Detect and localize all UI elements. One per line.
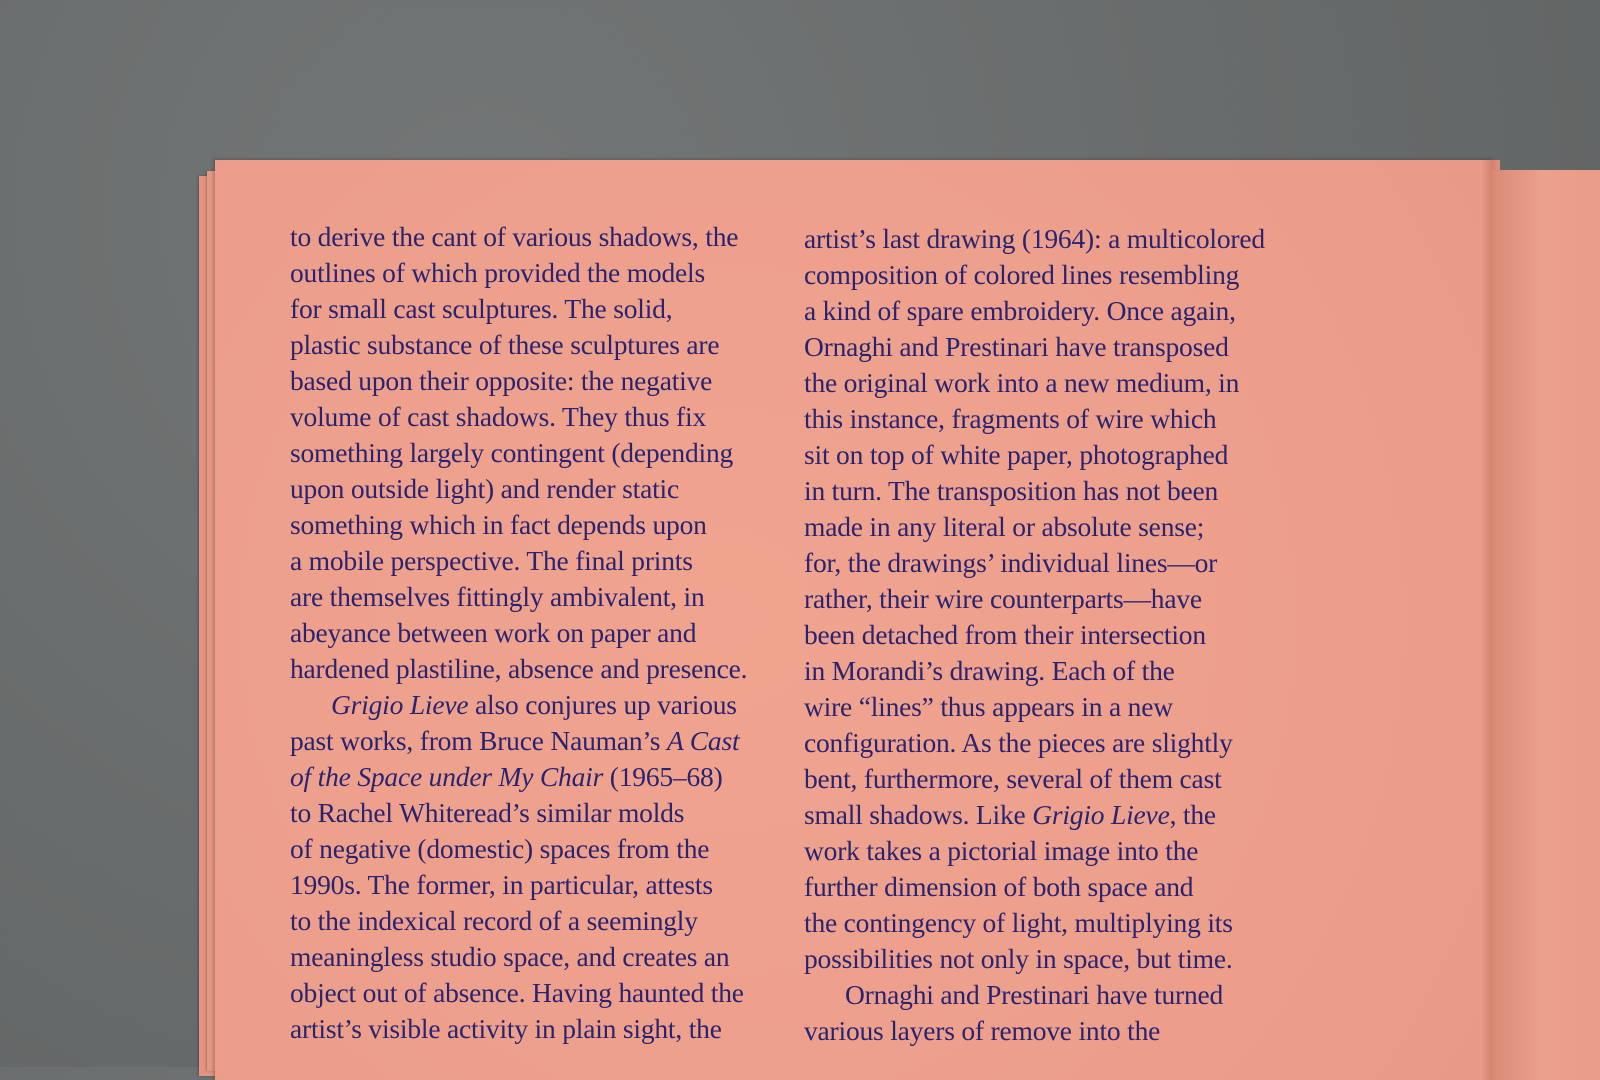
text-segment: artist’s last drawing (1964): a multicolored [804,223,1265,254]
text-line [290,543,790,579]
text-segment: made in any literal or absolute sense; [804,511,1205,542]
text-line [290,435,790,471]
right-text-column [804,221,1304,1049]
italic-title: of the Space under My Chair [290,761,604,792]
text-line [804,401,1304,437]
text-segment: bent, furthermore, several of them cast [804,763,1222,794]
text-segment: in turn. The transposition has not been [804,475,1219,506]
text-line [804,293,1304,329]
text-segment: meaningless studio space, and creates an [290,941,730,972]
text-line [290,1011,790,1047]
text-segment: to derive the cant of various shadows, the [290,221,739,252]
text-line [804,977,1304,1013]
text-segment: to Rachel Whiteread’s similar molds [290,797,685,828]
text-line [290,651,790,687]
italic-title: Grigio Lieve [1032,799,1170,830]
text-line [804,545,1304,581]
text-line [290,291,790,327]
text-segment: Ornaghi and Prestinari have transposed [804,331,1229,362]
text-line [804,905,1304,941]
text-segment: the contingency of light, multiplying its [804,907,1233,938]
text-segment: possibilities not only in space, but time. [804,943,1233,974]
text-segment: rather, their wire counterparts—have [804,583,1202,614]
text-segment: wire “lines” thus appears in a new [804,691,1173,722]
text-line [804,473,1304,509]
text-line [804,869,1304,905]
text-segment: the original work into a new medium, in [804,367,1240,398]
text-segment: in Morandi’s drawing. Each of the [804,655,1175,686]
text-line [804,833,1304,869]
text-segment: 1990s. The former, in particular, attests [290,869,713,900]
text-segment: work takes a pictorial image into the [804,835,1199,866]
text-segment: artist’s visible activity in plain sight, the [290,1013,722,1044]
text-segment: hardened plastiline, absence and presence. [290,653,748,684]
text-segment: been detached from their intersection [804,619,1206,650]
text-segment: sit on top of white paper, photographed [804,439,1229,470]
text-segment: also conjures up various [468,689,737,720]
text-line [290,615,790,651]
italic-title: A Cast [667,725,740,756]
text-line [290,687,790,723]
text-segment: outlines of which provided the models [290,257,705,288]
text-line [804,365,1304,401]
text-segment: based upon their opposite: the negative [290,365,713,396]
text-line [290,363,790,399]
text-line [804,509,1304,545]
text-segment: configuration. As the pieces are slightly [804,727,1233,758]
text-segment: abeyance between work on paper and [290,617,697,648]
text-line [290,759,790,795]
text-line [804,329,1304,365]
text-line [804,725,1304,761]
text-line [290,579,790,615]
text-line [290,795,790,831]
text-segment: a mobile perspective. The final prints [290,545,693,576]
text-segment: object out of absence. Having haunted the [290,977,744,1008]
text-line [804,437,1304,473]
text-segment: various layers of remove into the [804,1015,1161,1046]
text-segment: past works, from Bruce Nauman’s [290,725,667,756]
text-line [290,219,790,255]
text-line [804,617,1304,653]
text-segment: for small cast sculptures. The solid, [290,293,673,324]
text-segment: composition of colored lines resembling [804,259,1240,290]
text-segment: this instance, fragments of wire which [804,403,1217,434]
text-segment: upon outside light) and render static [290,473,679,504]
text-segment: (1965–68) [603,761,723,792]
text-line [290,831,790,867]
text-line [290,723,790,759]
text-segment: a kind of spare embroidery. Once again, [804,295,1236,326]
text-segment: further dimension of both space and [804,871,1194,902]
text-segment: Ornaghi and Prestinari have turned [845,979,1224,1010]
text-line [290,399,790,435]
text-segment: volume of cast shadows. They thus fix [290,401,706,432]
text-line [290,903,790,939]
text-line [804,1013,1304,1049]
text-segment: , the [1169,799,1216,830]
text-line [290,867,790,903]
text-segment: plastic substance of these sculptures are [290,329,720,360]
text-line [804,689,1304,725]
right-page [1492,170,1600,1080]
text-line [290,471,790,507]
text-line [804,653,1304,689]
text-line [804,257,1304,293]
text-line [804,797,1304,833]
text-segment: something which in fact depends upon [290,509,707,540]
text-line [290,975,790,1011]
text-segment: of negative (domestic) spaces from the [290,833,710,864]
text-line [290,327,790,363]
text-segment: for, the drawings’ individual lines—or [804,547,1218,578]
text-line [804,761,1304,797]
italic-title: Grigio Lieve [331,689,469,720]
text-segment: small shadows. Like [804,799,1033,830]
text-segment: to the indexical record of a seemingly [290,905,698,936]
text-line [804,581,1304,617]
text-line [290,939,790,975]
text-line [804,941,1304,977]
text-line [290,507,790,543]
text-segment: something largely contingent (depending [290,437,734,468]
left-text-column [290,219,790,1047]
text-line [804,221,1304,257]
text-line [290,255,790,291]
text-segment: are themselves fittingly ambivalent, in [290,581,705,612]
